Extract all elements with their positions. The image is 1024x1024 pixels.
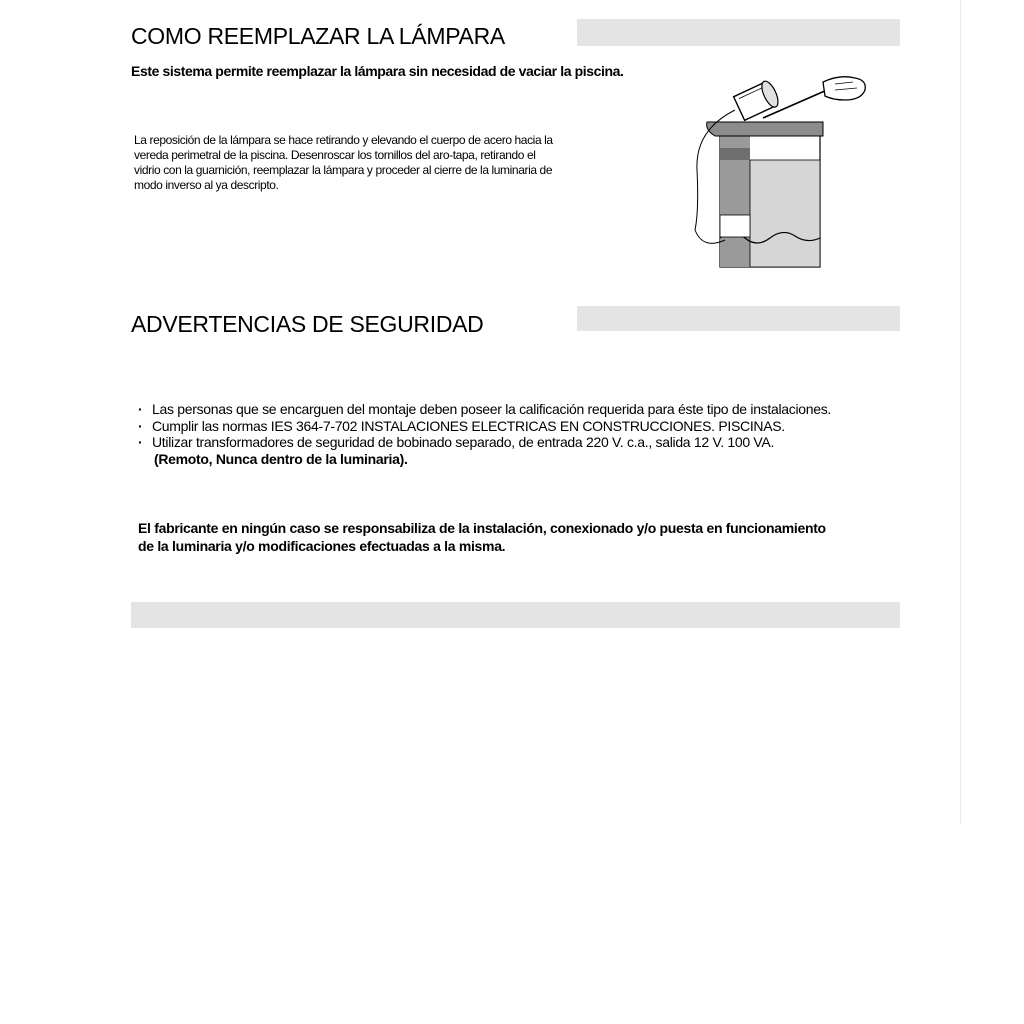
manufacturer-disclaimer: El fabricante en ningún caso se responsabiliza de la instalación, conexionado y/o puesta en funcionamiento de la luminaria y/o modificaciones efectuadas a la misma. bbox=[138, 520, 826, 554]
section-title-bar bbox=[577, 19, 900, 46]
list-item bbox=[138, 401, 878, 418]
niche-top bbox=[720, 148, 750, 160]
list-item bbox=[138, 418, 878, 435]
warning-text: Utilizar transformadores de seguridad de bobinado separado, de entrada 220 V. c.a., salida 12 V. 100 VA. bbox=[152, 434, 775, 450]
warning-note: (Remoto, Nunca dentro de la luminaria). bbox=[154, 450, 408, 467]
lamp-opening bbox=[720, 215, 750, 237]
warning-text: Las personas que se encarguen del montaje deben poseer la calificación requerida para éste tipo de instalaciones. bbox=[152, 401, 832, 417]
section-title-safety-warnings: ADVERTENCIAS DE SEGURIDAD bbox=[131, 311, 484, 337]
footer-bar bbox=[131, 602, 900, 628]
hand-icon bbox=[823, 77, 865, 100]
warning-text: Cumplir las normas IES 364-7-702 INSTALACIONES ELECTRICAS EN CONSTRUCCIONES. PISCINAS. bbox=[152, 417, 785, 434]
page-edge bbox=[960, 0, 961, 824]
list-item bbox=[138, 434, 878, 467]
safety-warnings-list bbox=[138, 401, 878, 467]
section-title-lamp-replacement: COMO REEMPLAZAR LA LÁMPARA bbox=[131, 23, 505, 49]
replacement-description: La reposición de la lámpara se hace retirando y elevando el cuerpo de acero hacia la vereda perimetral de la piscina. Desenroscar los tornillos del aro-tapa, retirando el vidrio con la guarnición, reemplazar la lámpara y proceder al cierre de la luminaria de modo inverso al ya descripto. bbox=[134, 133, 553, 192]
section-title-bar bbox=[577, 306, 900, 331]
intro-text: Este sistema permite reemplazar la lámpara sin necesidad de vaciar la piscina. bbox=[131, 63, 624, 79]
deck-coping bbox=[707, 122, 823, 136]
lamp-replacement-illustration bbox=[675, 70, 875, 275]
lamp-niche bbox=[750, 160, 820, 267]
lamp-housing bbox=[733, 79, 781, 121]
